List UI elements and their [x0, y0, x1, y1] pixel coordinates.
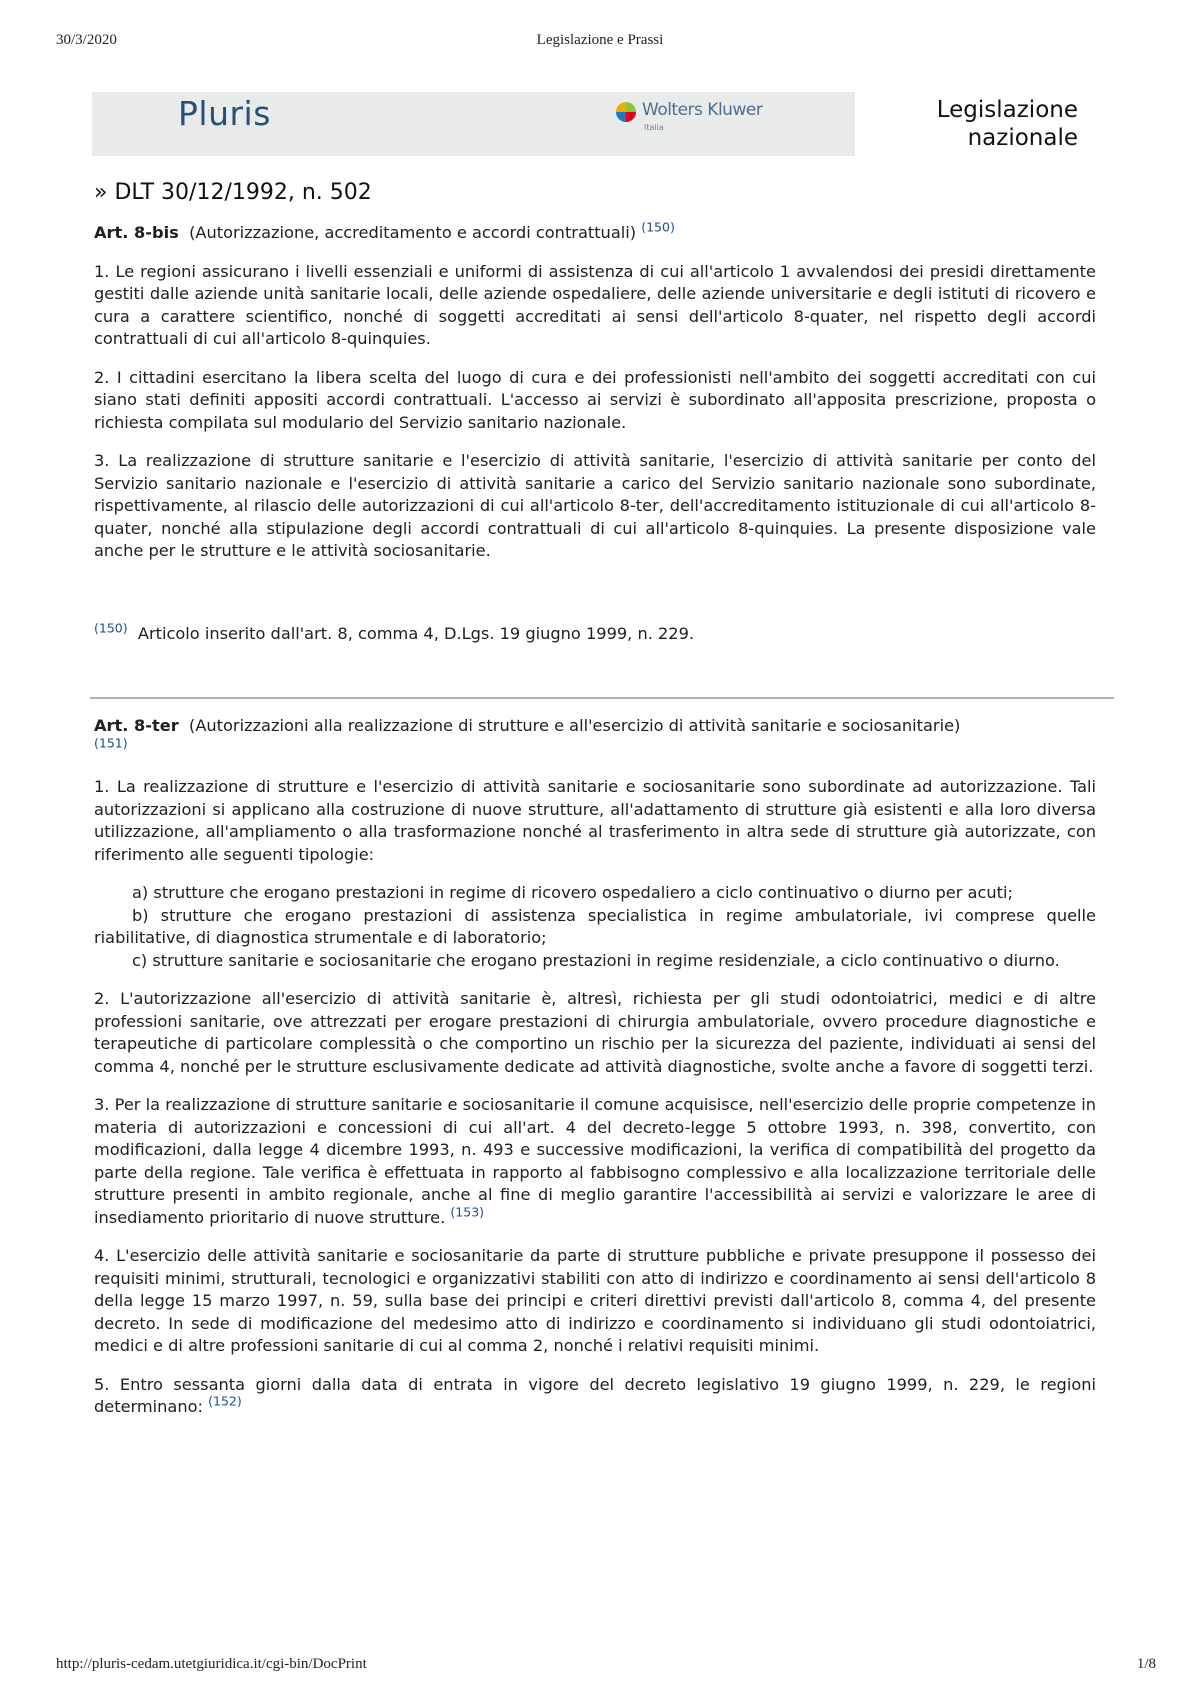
print-url: http://pluris-cedam.utetgiuridica.it/cgi-bin/DocPrint	[56, 1656, 367, 1672]
list-item: b) strutture che erogano prestazioni di assistenza specialistica in regime ambulatoriale, ivi comprese quelle riabilitative, di diagnostica strumentale e di laboratorio;	[94, 905, 1096, 947]
list-item: a) strutture che erogano prestazioni in regime di ricovero ospedaliero a ciclo continuativo o diurno per acuti;	[132, 883, 1013, 902]
paragraph	[94, 1374, 1096, 1419]
paragraph-text: 5. Entro sessanta giorni dalla data di entrata in vigore del decreto legislativo 19 giugno 1999, n. 229, le regioni determinano:	[94, 1374, 1096, 1416]
document-body	[94, 178, 1096, 1435]
article-title: (Autorizzazioni alla realizzazione di strutture e all'esercizio di attività sanitarie e sociosanitarie)	[189, 716, 961, 735]
paragraph: 2. L'autorizzazione all'esercizio di attività sanitarie è, altresì, richiesta per gli studi odontoiatrici, medici e di altre professioni sanitarie, ove attrezzati per erogare prestazioni di chirurgia ambulatoriale, ovvero procedure diagnostiche e terapeutiche di particolare complessità o che comportino un rischio per la sicurezza del paziente, individuati ai sensi del comma 4, nonché per le strutture esclusivamente dedicate ad attività diagnostiche, svolte anche a favore di soggetti terzi.	[94, 989, 1096, 1076]
paragraph: 1. Le regioni assicurano i livelli essenziali e uniformi di assistenza di cui all'articolo 1 avvalendosi dei presidi direttamente gestiti dalle aziende unità sanitarie locali, delle aziende ospedaliere, delle aziende universitarie e degli istituti di ricovero e cura a carattere scientifico, nonché di soggetti accreditati ai sensi dell'articolo 8-quater, nel rispetto degli accordi contrattuali di cui all'articolo 8-quinquies.	[94, 261, 1096, 348]
paragraph: 2. I cittadini esercitano la libera scelta del luogo di cura e dei professionisti nell'ambito dei soggetti accreditati con cui siano stati definiti appositi accordi contrattuali. L'accesso ai servizi è subordinato all'apposita prescrizione, proposta o richiesta compilata sul modulario del Servizio sanitario nazionale.	[94, 367, 1096, 432]
article-heading-8-ter	[94, 715, 1096, 760]
article-title: (Autorizzazione, accreditamento e accordi contrattuali)	[189, 223, 637, 242]
footnote-link[interactable]: (153)	[450, 1204, 485, 1220]
article-label: Art. 8-ter	[94, 716, 179, 735]
wolters-kluwer-name: Wolters Kluwer	[642, 100, 763, 120]
wolters-kluwer-globe-icon	[616, 102, 636, 122]
footnote-text: Articolo inserito dall'art. 8, comma 4, D.Lgs. 19 giugno 1999, n. 229.	[137, 623, 695, 643]
article-label: Art. 8-bis	[94, 223, 179, 242]
wolters-kluwer-sub: Italia	[644, 123, 664, 132]
typology-list	[94, 882, 1096, 972]
section-label-line1: Legislazione	[936, 97, 1078, 123]
article-divider	[90, 697, 1114, 699]
footnote-link[interactable]: (151)	[94, 735, 128, 751]
footnote-number[interactable]: (150)	[94, 620, 128, 636]
footnote	[94, 620, 1096, 646]
banner	[92, 92, 855, 156]
paragraph: 4. L'esercizio delle attività sanitarie e sociosanitarie da parte di strutture pubbliche e private presuppone il possesso dei requisiti minimi, strutturali, tecnologici e organizzativi stabiliti con atto di indirizzo e coordinamento ai sensi dell'articolo 8 della legge 15 marzo 1997, n. 59, sulla base dei principi e criteri direttivi previsti dall'articolo 8, comma 4, del presente decreto. In sede di modificazione del medesimo atto di indirizzo e coordinamento si individuano gli studi odontoiatrici, medici e di altre professioni sanitarie di cui al comma 2, nonché i relativi requisiti minimi.	[94, 1246, 1096, 1355]
pluris-logo: Pluris	[178, 94, 271, 133]
paragraph: 3. La realizzazione di strutture sanitarie e l'esercizio di attività sanitarie, l'esercizio di attività sanitarie per conto del Servizio sanitario nazionale e l'esercizio di attività sanitarie a carico del Servizio sanitario nazionale sono subordinate, rispettivamente, al rilascio delle autorizzazioni di cui all'articolo 8-ter, dell'accreditamento istituzionale di cui all'articolo 8-quater, nonché alla stipulazione degli accordi contrattuali di cui all'articolo 8-quinquies. La presente disposizione vale anche per le strutture e le attività sociosanitarie.	[94, 451, 1096, 560]
footnote-link[interactable]: (152)	[208, 1393, 242, 1409]
print-page-number: 1/8	[1136, 1656, 1156, 1672]
section-label-line2: nazionale	[967, 125, 1078, 151]
print-date: 30/3/2020	[56, 32, 117, 48]
paragraph: 1. La realizzazione di strutture e l'esercizio di attività sanitarie e sociosanitarie sono subordinate ad autorizzazione. Tali autorizzazioni si applicano alla costruzione di nuove strutture, all'adattamento di strutture già esistenti e alla loro diversa utilizzazione, all'ampliamento o alla trasformazione nonché al trasferimento in altra sede di strutture già autorizzate, con riferimento alle seguenti tipologie:	[94, 777, 1096, 864]
footnote-link[interactable]: (150)	[641, 219, 675, 235]
paragraph	[94, 1094, 1096, 1229]
document-title: » DLT 30/12/1992, n. 502	[94, 180, 372, 205]
print-title: Legislazione e Prassi	[536, 32, 664, 48]
section-label	[900, 96, 1078, 152]
list-item: c) strutture sanitarie e sociosanitarie che erogano prestazioni in regime residenziale, a ciclo continuativo o diurno.	[132, 950, 1060, 970]
article-heading-8-bis	[94, 219, 1096, 245]
paragraph-text: 3. Per la realizzazione di strutture sanitarie e sociosanitarie il comune acquisisce, nell'esercizio delle proprie competenze in materia di autorizzazioni e concessioni di cui all'art. 4 del decreto-legge 5 ottobre 1993, n. 398, convertito, con modificazioni, dalla legge 4 dicembre 1993, n. 493 e successive modificazioni, la verifica di compatibilità del progetto da parte della regione. Tale verifica è effettuata in rapporto al fabbisogno complessivo e alla localizzazione territoriale delle strutture presenti in ambito regionale, anche al fine di meglio garantire l'accessibilità ai servizi e valorizzare le aree di insediamento prioritario di nuove strutture.	[94, 1095, 1096, 1227]
